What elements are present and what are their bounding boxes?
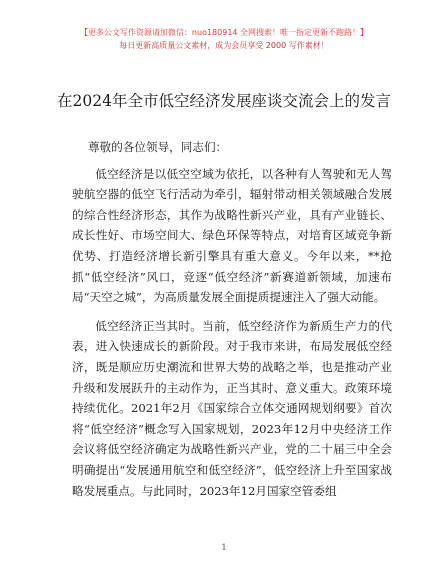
page-number: 1: [221, 543, 227, 552]
document-title: 在2024年全市低空经济发展座谈交流会上的发言: [57, 92, 391, 110]
banner-line-1: 【更多公文写作资源请加微信：nuo180914 全网搜索！唯一指定更新不跑路！】: [79, 28, 369, 37]
banner-line-2: 每日更新高质量公文素材，成为会员享受 2000 写作素材！: [119, 41, 329, 50]
document-body: [72, 137, 392, 501]
paragraph: 低空经济是以低空空域为依托，以各种有人驾驶和无人驾驶航空器的低空飞行活动为牵引，辐射带动相关领域融合发展的综合性经济形态，其作为战略性新兴产业，具有产业链长、成长性好、市场空间大、绿色环保等特点，对培育区域竞争新优势、打造经济增长新引擎具有重大意义。今年以来，**抢抓“低空经济”风口，竞逐“低空经济”新赛道新领域，加速布局“天空之城”，为高质量发展全面提质提速注入了强大动能。: [72, 166, 392, 305]
salutation: 尊敬的各位领导，同志们：: [88, 140, 228, 154]
header-banner: [0, 26, 448, 52]
paragraph: 低空经济正当其时。当前，低空经济作为新质生产力的代表，进入快速成长的新阶段。对于我市来讲，布局发展低空经济，既是顺应历史潮流和世界大势的战略之举，也是推动产业升级和发展跃升的主动作为，正当其时、意义重大。政策环境持续优化。2021年2月《国家综合立体交通网规划纲要》首次将“低空经济”概念写入国家规划，2023年12月中央经济工作会议将低空经济确定为战略性新兴产业，党的二十届三中全会明确提出“发展通用航空和低空经济”，低空经济上升至国家战略发展重点。与此同时，2023年12月国家空管委组: [72, 318, 392, 498]
